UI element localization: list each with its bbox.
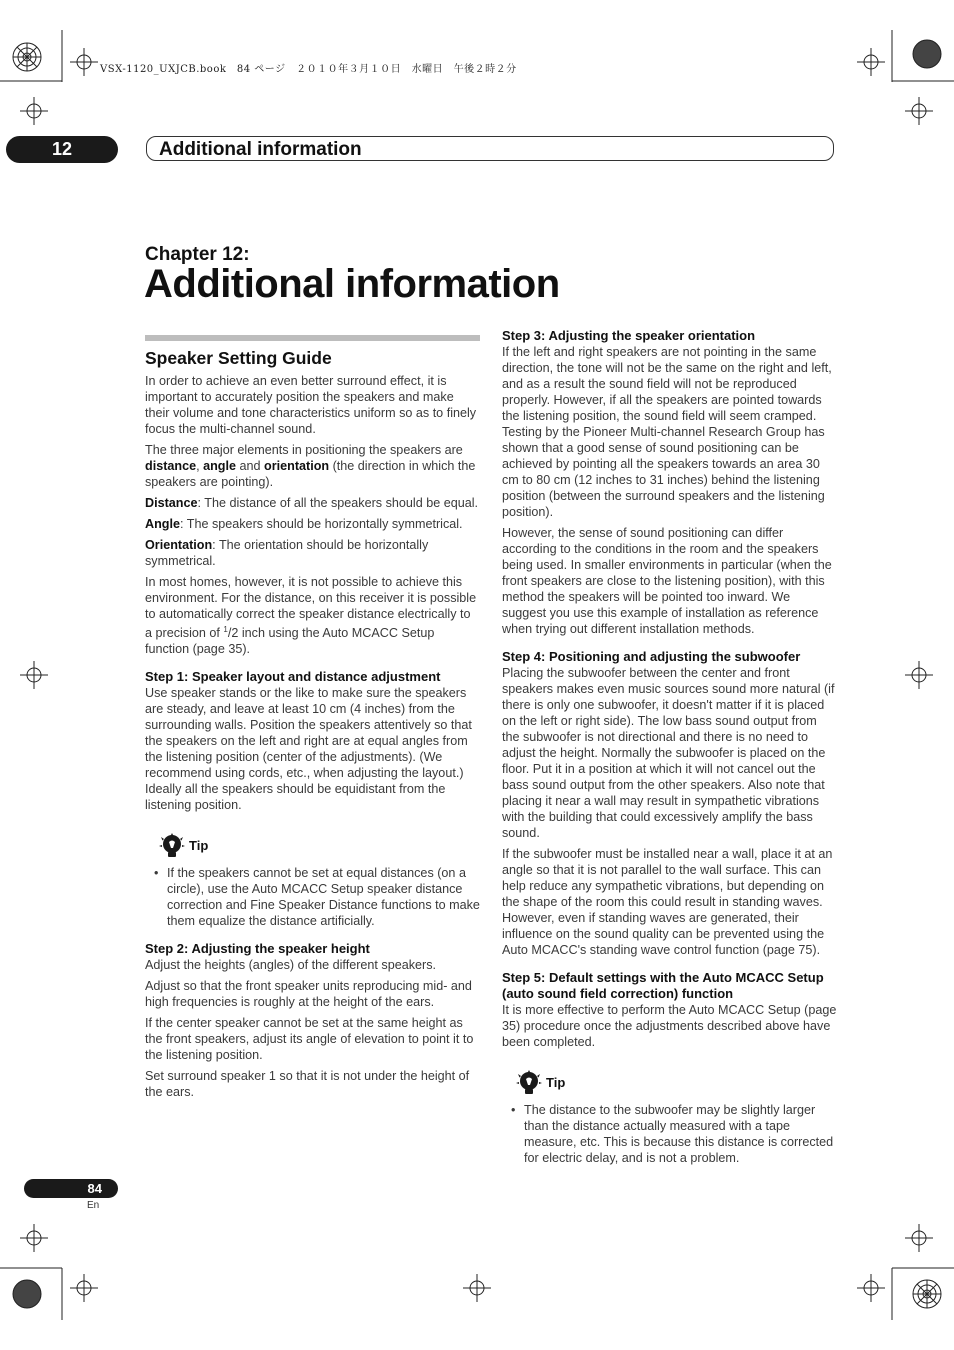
step5-heading: Step 5: Default settings with the Auto MCACC Setup (auto sound field correction) function bbox=[502, 970, 824, 1001]
step2-paragraph: Adjust the heights (angles) of the different speakers. bbox=[145, 958, 436, 972]
step2-paragraph: If the center speaker cannot be set at the same height as the front speakers, adjust its angle of elevation to point it to the listening position. bbox=[145, 1016, 474, 1062]
step2-paragraph: Adjust so that the front speaker units reproducing mid- and high frequencies is roughly at the height of the ears. bbox=[145, 979, 472, 1009]
homes-paragraph: In most homes, however, it is not possible to achieve this environment. For the distance, on this receiver it is possible to automatically correct the speaker distance electrically to a precision of $^1$/2 inch using the Auto MCACC Setup function (page 35). bbox=[145, 575, 477, 656]
step1-paragraph: Use speaker stands or the like to make sure the speakers are steady, and leave at least 10 cm (4 inches) from the surrounding walls. Position the speakers attentively so that the speakers on the left and right are at equal angles from the listening position (center of the adjustments). (We recommend using cords, etc., when adjusting the layout.) Ideally all the speakers should be equidistant from the listening position. bbox=[145, 686, 472, 812]
step3-heading: Step 3: Adjusting the speaker orientation bbox=[502, 328, 756, 343]
right-column bbox=[502, 328, 837, 1166]
tip-box bbox=[145, 833, 480, 929]
print-header: VSX-1120_UXJCB.book 84 ページ ２０１０年３月１０日 水曜日 午後２時２分 bbox=[100, 64, 517, 75]
section-rule bbox=[145, 335, 480, 341]
tip-item: • The distance to the subwoofer may be slightly larger than the distance actually measured with a tape measure, etc. This is because this distance is corrected for electric delay, and is not a problem. bbox=[511, 1103, 834, 1165]
tip-label: Tip bbox=[189, 838, 209, 853]
step4-paragraph: Placing the subwoofer between the center and front speakers makes even music sources sound more natural (if there is only one subwoofer, it doesn't matter if it is placed on the left or right side). The low bass sound output from the subwoofer is not directional and there is no need to adjust the height. Normally the subwoofer is placed on the floor. Put it in a position at which it will not cancel out the bass sound output from the other speakers. Also note that placing it near a wall may result in sympathetic vibrations with the building that could excessively amplify the bass sound. bbox=[502, 666, 835, 840]
step2-paragraph: Set surround speaker 1 so that it is not under the height of the ears. bbox=[145, 1069, 470, 1099]
step4-heading: Step 4: Positioning and adjusting the subwoofer bbox=[502, 649, 801, 664]
lightbulb-icon bbox=[516, 1070, 542, 1096]
step5-paragraph: It is more effective to perform the Auto MCACC Setup (page 35) procedure once the adjustments described above have been completed. bbox=[502, 1003, 837, 1049]
chapter-title: Additional information bbox=[144, 262, 560, 306]
left-column bbox=[145, 335, 480, 1105]
language-code: En bbox=[87, 1200, 100, 1211]
intro-paragraph: In order to achieve an even better surround effect, it is important to accurately position the speakers and make their volume and tone characteristics uniform so as to finely focus the multi-channel sound. bbox=[145, 374, 477, 436]
page-number: 84 bbox=[24, 1179, 118, 1198]
step3-paragraph: If the left and right speakers are not pointing in the same direction, the tone will not be the same on the right and left, and as a result the sound field will not be reproduced properly. However, if all the speakers are pointed towards the listening position, the sound field will seem cramped. Testing by the Pioneer Multi-channel Research Group has shown that a good sense of sound positioning can be achieved by pointing all the speakers towards an area 30 cm to 80 cm (12 inches to 31 inches) behind the listening position (between the surround speakers and the listening position). bbox=[502, 345, 832, 519]
chapter-number-badge: 12 bbox=[6, 136, 118, 163]
definition-orientation: Orientation: The orientation should be horizontally symmetrical. bbox=[145, 538, 429, 568]
tip-box bbox=[502, 1070, 837, 1166]
step4-paragraph: If the subwoofer must be installed near a wall, place it at an angle so that it is not parallel to the wall surface. This can help reduce any sympathetic vibrations, but depending on the shape of the room this could result in standing waves. However, even if standing waves are generated, their influence on the sound quality can be prevented using the Auto MCACC's standing wave control function (page 75). bbox=[502, 847, 833, 957]
elements-paragraph: The three major elements in positioning the speakers are distance, angle and orientation (the direction in which the speakers are pointing). bbox=[145, 443, 476, 489]
section-title: Speaker Setting Guide bbox=[145, 348, 332, 368]
step1-heading: Step 1: Speaker layout and distance adjustment bbox=[145, 669, 441, 684]
step3-paragraph: However, the sense of sound positioning can differ according to the conditions in the room and the speakers being used. In smaller environments in particular (when the front speakers are close to the listening position), with this method the speakers will be pointed too inward. We suggest you use this example of installation as reference when trying out different installation methods. bbox=[502, 526, 832, 636]
definition-angle: Angle: The speakers should be horizontally symmetrical. bbox=[145, 517, 463, 531]
running-header-title: Additional information bbox=[146, 136, 834, 161]
lightbulb-icon bbox=[159, 833, 185, 859]
chapter-label: Chapter 12: bbox=[145, 244, 250, 265]
tip-label: Tip bbox=[546, 1075, 566, 1090]
definition-distance: Distance: The distance of all the speakers should be equal. bbox=[145, 496, 479, 510]
tip-item: • If the speakers cannot be set at equal distances (on a circle), use the Auto MCACC Setup speaker distance correction and Fine Speaker Distance functions to make them equalize the distance artificially. bbox=[154, 866, 480, 928]
step2-heading: Step 2: Adjusting the speaker height bbox=[145, 941, 370, 956]
